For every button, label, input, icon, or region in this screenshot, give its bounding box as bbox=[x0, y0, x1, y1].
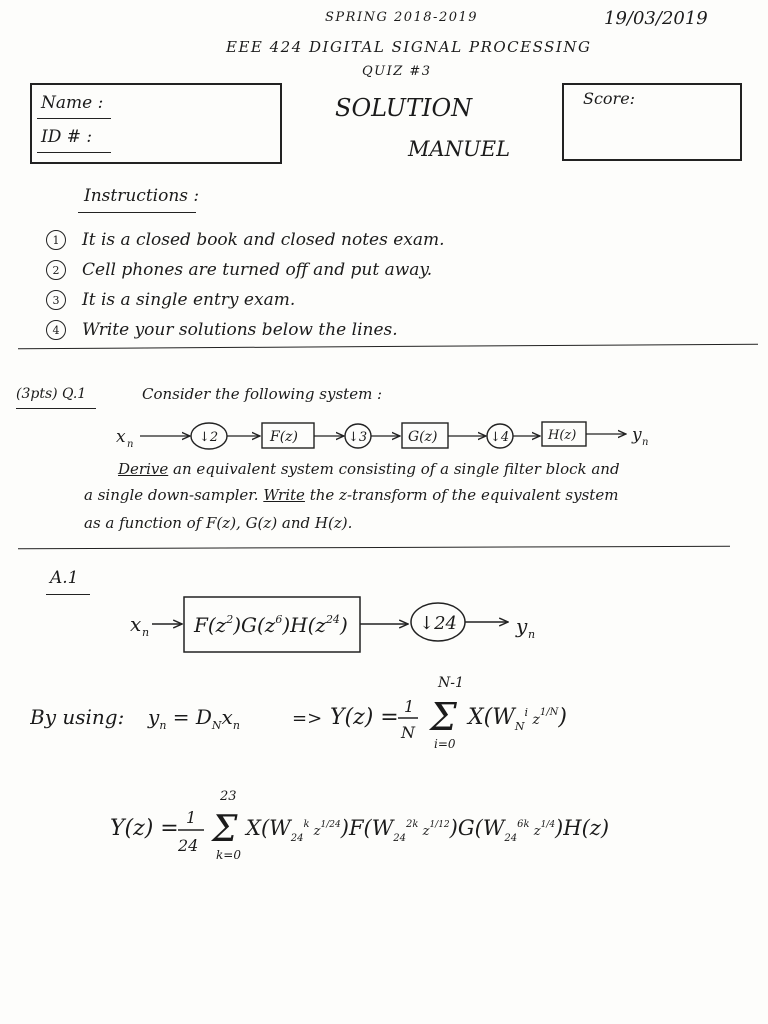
answer-output: y bbox=[516, 614, 528, 638]
eq2-x-term: X(W bbox=[246, 816, 291, 840]
eq1-implies: => bbox=[292, 708, 323, 729]
quiz-number: QUIZ #3 bbox=[362, 64, 432, 79]
instructions-underline bbox=[78, 212, 196, 213]
eq1-term-z-sup: 1/N bbox=[539, 707, 559, 718]
instruction-number: 3 bbox=[46, 290, 66, 310]
instruction-item bbox=[46, 315, 445, 345]
section-divider bbox=[18, 546, 730, 549]
filter-g-exponent: 6 bbox=[275, 613, 283, 626]
eq1-sigma: Σ bbox=[430, 695, 457, 739]
eq2-g-z: z bbox=[529, 824, 541, 839]
eq1-x-sub: n bbox=[232, 719, 240, 732]
eq2-frac-num: 1 bbox=[186, 808, 197, 827]
eq2-g-z-sup: 1/4 bbox=[540, 820, 556, 830]
eq2-sigma: Σ bbox=[212, 809, 238, 850]
eq2-f-end: ) bbox=[449, 816, 458, 840]
answer-input-sub: n bbox=[142, 626, 150, 639]
answer-label: A.1 bbox=[50, 568, 79, 588]
diagram-input-sub: n bbox=[127, 439, 134, 450]
instruction-text: It is a closed book and closed notes exam. bbox=[82, 230, 445, 250]
filter-f-label: F(z) bbox=[270, 429, 299, 445]
eq2-f-sup: 2k bbox=[406, 819, 419, 830]
id-underline bbox=[37, 152, 111, 153]
question-label-underline bbox=[16, 408, 96, 409]
downsampler-4-label: ↓4 bbox=[490, 430, 510, 445]
eq1-term-x: X(W bbox=[468, 705, 515, 730]
filter-h-exponent: 24 bbox=[325, 613, 340, 626]
eq2-x-sup: k bbox=[303, 819, 310, 830]
eq1-term bbox=[466, 705, 567, 733]
eq2-f-sub: 24 bbox=[393, 833, 407, 844]
manual-title: MANUEL bbox=[408, 137, 511, 161]
question-text-line-3: as a function of F(z), G(z) and H(z). bbox=[84, 514, 353, 532]
solution-title: SOLUTION bbox=[335, 94, 473, 122]
eq1-x: x bbox=[221, 705, 233, 729]
eq2-x-sub: 24 bbox=[290, 833, 304, 844]
score-label: Score: bbox=[583, 89, 636, 108]
eq1-term-sub: N bbox=[514, 720, 525, 733]
eq2-g-term: G(W bbox=[457, 816, 505, 840]
downsampler-3-label: ↓3 bbox=[348, 430, 368, 445]
question-text-line-1 bbox=[118, 460, 620, 478]
downsampler-2-label: ↓2 bbox=[199, 430, 219, 445]
equation-downsampler-general bbox=[30, 670, 670, 750]
instruction-number: 2 bbox=[46, 260, 66, 280]
answer-input: x bbox=[130, 612, 142, 636]
eq1-d-sub: N bbox=[211, 719, 222, 732]
eq1-d: = D bbox=[166, 705, 212, 729]
equation-final-result bbox=[100, 785, 660, 865]
instructions-list bbox=[46, 225, 445, 345]
eq1-frac-num: 1 bbox=[404, 697, 415, 716]
eq1-term-sup: i bbox=[524, 706, 529, 719]
question-text-2-lead: a single down-sampler. bbox=[84, 486, 264, 504]
eq2-frac-den: 24 bbox=[178, 836, 199, 855]
eq2-x-z-sup: 1/24 bbox=[320, 820, 341, 830]
instruction-item bbox=[46, 225, 445, 255]
instruction-text: It is a single entry exam. bbox=[82, 290, 296, 310]
filter-h-term: )H(z bbox=[282, 613, 326, 637]
question-text-1-rest: an equivalent system consisting of a single filter block and bbox=[168, 460, 620, 478]
eq2-f-z-sup: 1/12 bbox=[429, 820, 450, 830]
downsampler-24-label: ↓24 bbox=[419, 613, 457, 634]
eq1-sum-top: N-1 bbox=[438, 675, 464, 691]
eq2-h-term: H(z) bbox=[563, 816, 610, 840]
filter-f-exponent: 2 bbox=[226, 613, 234, 626]
write-keyword: Write bbox=[263, 486, 305, 504]
eq1-frac-den: N bbox=[401, 723, 415, 742]
term-label: SPRING 2018-2019 bbox=[325, 10, 479, 25]
question-lead: Consider the following system : bbox=[142, 385, 383, 403]
eq2-lhs: Y(z) = bbox=[110, 816, 179, 841]
instruction-text: Cell phones are turned off and put away. bbox=[82, 260, 433, 280]
eq2-g-sub: 24 bbox=[504, 833, 518, 844]
eq2-x-z: z bbox=[309, 824, 321, 839]
instructions-title: Instructions : bbox=[84, 186, 200, 206]
date-label: 19/03/2019 bbox=[604, 8, 708, 29]
eq2-g-sup: 6k bbox=[517, 819, 530, 830]
by-using-text: By using: bbox=[30, 705, 125, 729]
question-text-line-2 bbox=[84, 486, 618, 504]
diagram-output-sub: n bbox=[642, 437, 649, 448]
eq2-f-z: z bbox=[418, 824, 430, 839]
diagram-input: x bbox=[116, 427, 126, 447]
eq1-sum-bottom: i=0 bbox=[434, 737, 456, 750]
course-title: EEE 424 DIGITAL SIGNAL PROCESSING bbox=[226, 38, 592, 56]
eq1-term-end: ) bbox=[558, 705, 567, 730]
instruction-number: 4 bbox=[46, 320, 66, 340]
filter-g-term: )G(z bbox=[233, 613, 276, 637]
filter-close: ) bbox=[339, 613, 348, 637]
eq1-y: y bbox=[148, 705, 160, 729]
question-system-diagram bbox=[110, 412, 670, 456]
filter-f-term: F(z bbox=[194, 613, 227, 637]
instruction-text: Write your solutions below the lines. bbox=[82, 320, 398, 340]
eq2-g-end: ) bbox=[555, 816, 564, 840]
instruction-item bbox=[46, 285, 445, 315]
name-label: Name : bbox=[41, 93, 104, 113]
equivalent-filter-label bbox=[193, 613, 348, 637]
name-underline bbox=[37, 118, 111, 119]
eq1-y-sub: n bbox=[159, 719, 167, 732]
instruction-item bbox=[46, 255, 445, 285]
instruction-number: 1 bbox=[46, 230, 66, 250]
derive-keyword: Derive bbox=[118, 460, 169, 478]
eq2-f-term: F(W bbox=[348, 816, 394, 840]
eq2-sum-bottom: k=0 bbox=[216, 848, 241, 862]
filter-h-label: H(z) bbox=[548, 428, 577, 443]
eq2-sum-top: 23 bbox=[220, 789, 237, 804]
eq2-terms bbox=[244, 816, 609, 844]
answer-label-underline bbox=[46, 594, 90, 595]
eq2-x-end: ) bbox=[340, 816, 349, 840]
eq1-result-lhs: Y(z) = bbox=[330, 705, 399, 730]
filter-g-label: G(z) bbox=[408, 429, 438, 445]
id-label: ID # : bbox=[41, 127, 93, 147]
question-text-2-rest: the z-transform of the equivalent system bbox=[304, 486, 619, 504]
question-label: (3pts) Q.1 bbox=[16, 386, 87, 402]
answer-output-sub: n bbox=[528, 628, 536, 641]
eq1-lhs bbox=[147, 705, 240, 732]
answer-system-diagram bbox=[120, 585, 600, 661]
eq1-term-z: z bbox=[528, 712, 540, 728]
diagram-output: y bbox=[632, 425, 642, 445]
